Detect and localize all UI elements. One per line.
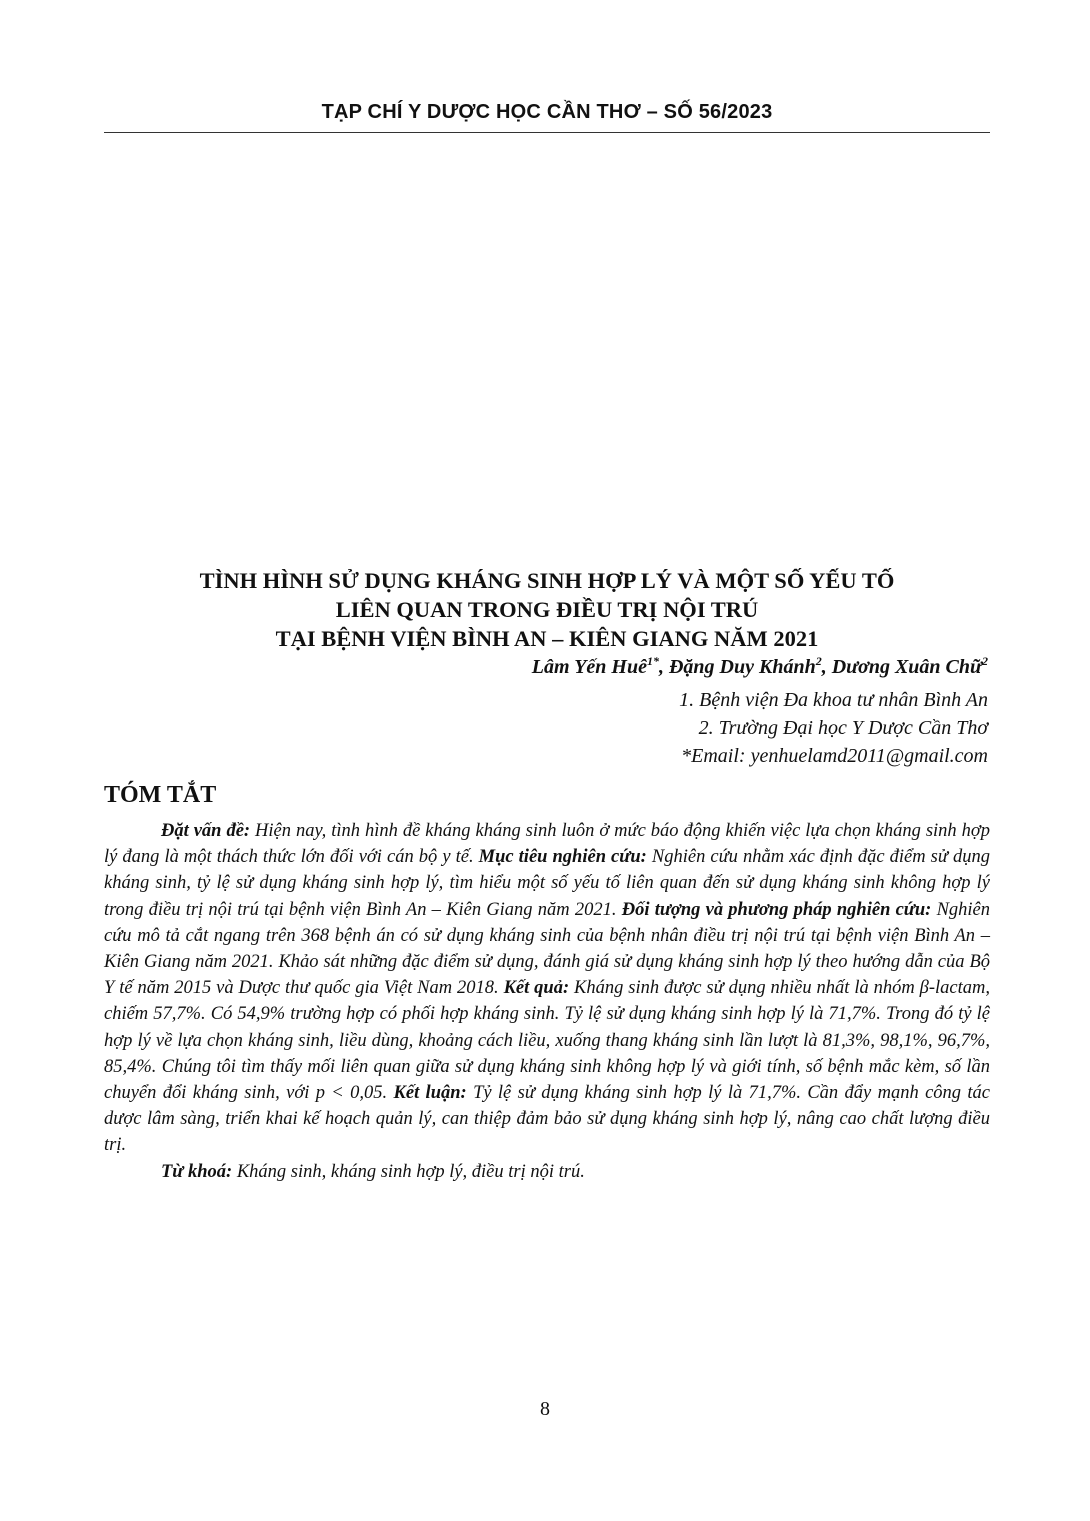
author-separator: , [821, 656, 832, 678]
author-name: Dương Xuân Chữ [831, 656, 982, 678]
objective-label: Mục tiêu nghiên cứu: [478, 847, 647, 868]
author-name: Đặng Duy Khánh [668, 656, 816, 678]
conclusion-text: Tỷ lệ sử dụng kháng sinh hợp lý là 71,7%. Cần đẩy mạnh công tác dược lâm sàng, triển khai kế hoạch quản lý, can thiệp đảm bảo sử dụng kháng sinh hợp lý, nâng cao chất lượng điều trị. [104, 1083, 990, 1156]
background-text: Hiện nay, tình hình đề kháng kháng sinh luôn ở mức báo động khiến việc lựa chọn kháng sinh hợp lý đang là một thách thức lớn đối với cán bộ y tế. [104, 821, 991, 868]
abstract-body [104, 818, 990, 1185]
title-line: LIÊN QUAN TRONG ĐIỀU TRỊ NỘI TRÚ [335, 597, 759, 622]
affiliation: 2. Trường Đại học Y Dược Cần Thơ [698, 717, 988, 739]
title-line: TẠI BỆNH VIỆN BÌNH AN – KIÊN GIANG NĂM 2021 [275, 626, 819, 651]
keywords-label: Từ khoá: [161, 1161, 233, 1182]
affiliation-list [679, 686, 988, 770]
journal-header: TẠP CHÍ Y DƯỢC HỌC CẦN THƠ – SỐ 56/2023 [321, 101, 773, 123]
methods-label: Đối tượng và phương pháp nghiên cứu: [621, 899, 932, 920]
author-separator: , [658, 656, 669, 678]
author-name: Lâm Yến Huê [531, 656, 647, 678]
abstract-paragraph [104, 818, 990, 1159]
keywords-text: Kháng sinh, kháng sinh hợp lý, điều trị nội trú. [236, 1161, 585, 1182]
methods-text: Nghiên cứu mô tả cắt ngang trên 368 bệnh án có sử dụng kháng sinh của bệnh nhân điều trị nội trú tại bệnh viện Bình An – Kiên Giang năm 2021. Khảo sát những đặc điểm sử dụng, đánh giá sử dụng kháng sinh hợp lý theo hướng dẫn của Bộ Y tế năm 2015 và Dược thư quốc gia Việt Nam 2018. [104, 899, 991, 999]
page-number: 8 [540, 1398, 550, 1420]
corresponding-email: *Email: yenhuelamd2011@gmail.com [681, 745, 988, 767]
author-affiliation-mark: 2 [982, 654, 988, 668]
title-line: TÌNH HÌNH SỬ DỤNG KHÁNG SINH HỢP LÝ VÀ MỘT SỐ YẾU TỐ [199, 568, 895, 593]
author-affiliation-mark: 1* [646, 654, 659, 668]
affiliation: 1. Bệnh viện Đa khoa tư nhân Bình An [679, 689, 988, 711]
header-divider [104, 132, 990, 133]
abstract-heading: TÓM TẮT [104, 782, 217, 808]
author-affiliation-mark: 2 [815, 654, 822, 668]
objective-text: Nghiên cứu nhằm xác định đặc điểm sử dụng kháng sinh, tỷ lệ sử dụng kháng sinh hợp lý, tìm hiểu một số yếu tố liên quan đến sử dụng kháng sinh không hợp lý trong điều trị nội trú tại bệnh viện Bình An – Kiên Giang năm 2021. [104, 847, 991, 920]
author-list [532, 656, 988, 679]
conclusion-label: Kết luận: [393, 1083, 467, 1104]
article-title [104, 566, 990, 653]
keywords-paragraph [104, 1159, 990, 1185]
results-text: Kháng sinh được sử dụng nhiều nhất là nhóm β-lactam, chiếm 57,7%. Có 54,9% trường hợp có phối hợp kháng sinh. Tỷ lệ sử dụng kháng sinh hợp lý là 71,7%. Trong đó tỷ lệ hợp lý về lựa chọn kháng sinh, liều dùng, khoảng cách liều, xuống thang kháng sinh lần lượt là 81,3%, 98,1%, 96,7%, 85,4%. Chúng tôi tìm thấy mối liên quan giữa sử dụng kháng sinh không hợp lý và giới tính, số bệnh mắc kèm, số lần chuyển đổi kháng sinh, với p < 0,05. [104, 978, 991, 1104]
results-label: Kết quả: [503, 978, 570, 999]
background-label: Đặt vấn đề: [161, 821, 251, 841]
